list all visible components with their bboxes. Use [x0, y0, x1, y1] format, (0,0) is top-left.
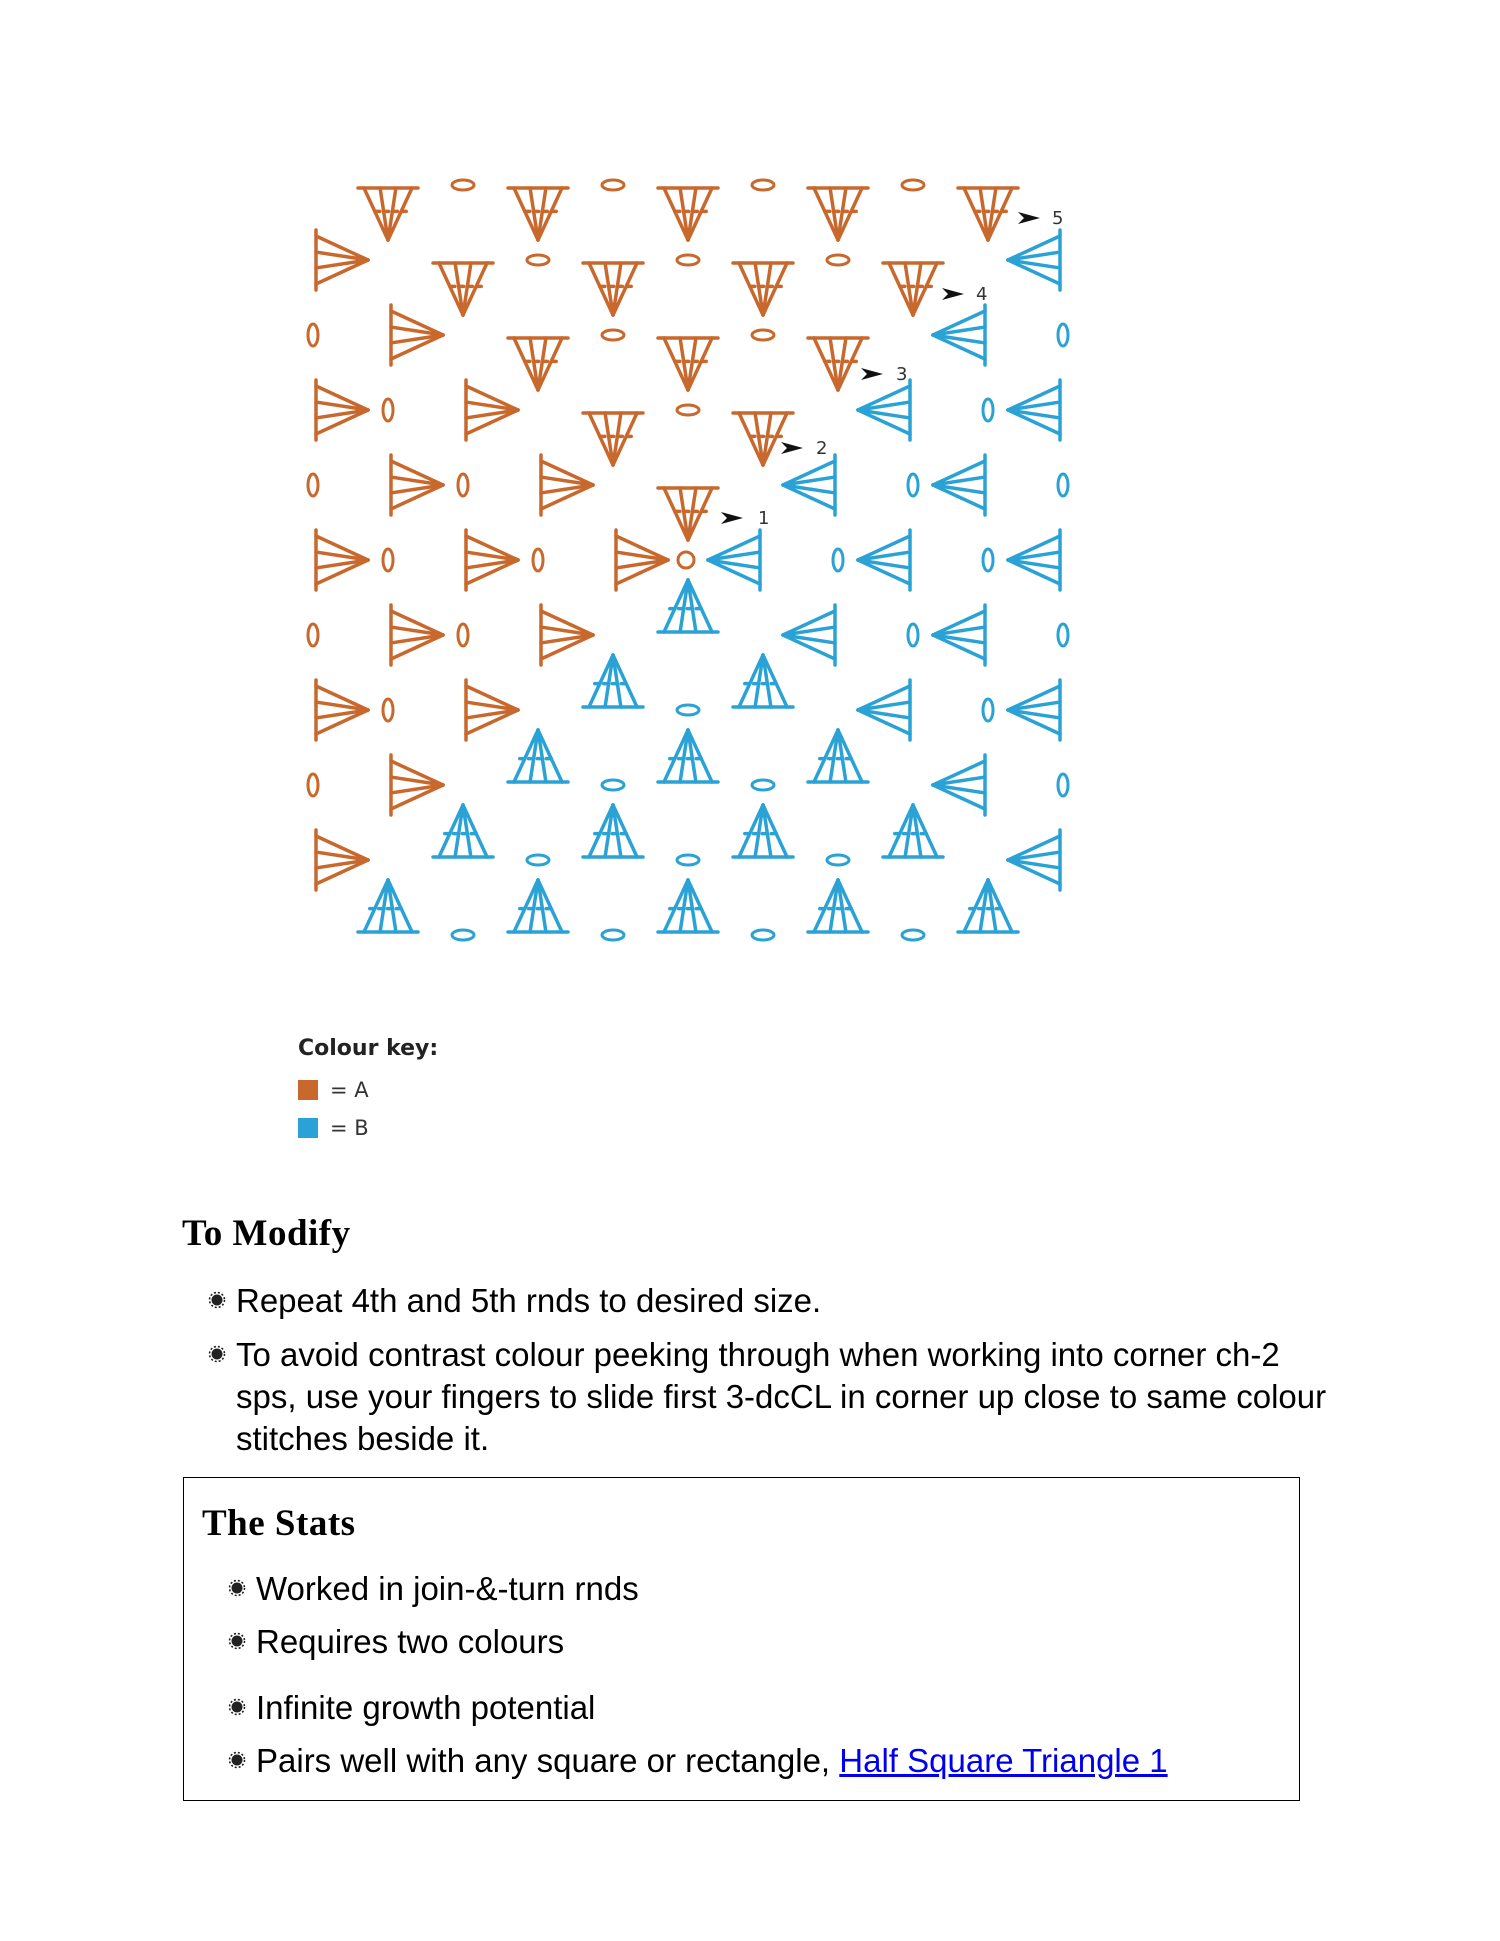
stitch-cluster [391, 455, 443, 515]
stitch-cluster [616, 530, 668, 590]
chain-stitch [533, 549, 543, 571]
chain-stitch [602, 780, 624, 790]
stitch-cluster [658, 730, 718, 782]
stitch-cluster [358, 188, 418, 240]
bullet-icon [228, 1632, 246, 1650]
stitch-cluster [583, 655, 643, 707]
chain-stitch [308, 774, 318, 796]
stitch-cluster [858, 680, 910, 740]
chain-stitch [527, 855, 549, 865]
stitch-cluster [933, 605, 985, 665]
bullet-icon [208, 1345, 226, 1363]
stitch-cluster [1008, 680, 1060, 740]
stitch-cluster [783, 605, 835, 665]
chain-stitch [383, 549, 393, 571]
colour-key-item-a [298, 1071, 438, 1109]
chain-stitch [677, 405, 699, 415]
list-item [228, 1687, 1288, 1729]
chain-stitch [827, 255, 849, 265]
colour-key-label-b: = B [330, 1116, 369, 1140]
stitch-cluster [733, 413, 793, 465]
list-item-text: To avoid contrast colour peeking through when working into corner ch-2 sps, use your fingers to slide first 3-dcCL in corner up close to same colour stitches beside it. [236, 1336, 1327, 1457]
chain-stitch [902, 180, 924, 190]
list-item-text: Pairs well with any square or rectangle, [256, 1742, 840, 1779]
centre-ring [678, 552, 694, 568]
stitch-cluster [433, 263, 493, 315]
stitch-cluster [583, 263, 643, 315]
chain-stitch [677, 855, 699, 865]
stitch-cluster [733, 263, 793, 315]
colour-key-label-a: = A [330, 1078, 369, 1102]
chain-stitch [833, 549, 843, 571]
colour-key [298, 1036, 438, 1147]
chain-stitch [527, 255, 549, 265]
stats-box [183, 1477, 1300, 1801]
stitch-cluster [958, 880, 1018, 932]
round-marker-3: 3 [896, 364, 908, 385]
round-marker-5: 5 [1052, 208, 1064, 229]
stitch-cluster [1008, 830, 1060, 890]
stitch-cluster [358, 880, 418, 932]
chain-stitch [383, 399, 393, 421]
chain-stitch [602, 180, 624, 190]
chain-stitch [308, 474, 318, 496]
round-arrow-icon [942, 288, 964, 300]
stitch-cluster [808, 730, 868, 782]
stitch-cluster [958, 188, 1018, 240]
list-item-text: Worked in join-&-turn rnds [256, 1570, 639, 1607]
to-modify-list [208, 1280, 1328, 1472]
stitch-cluster [883, 805, 943, 857]
round-arrow-icon [781, 442, 803, 454]
chain-stitch [902, 930, 924, 940]
bullet-icon [228, 1751, 246, 1769]
stitch-cluster [508, 730, 568, 782]
stitch-cluster [508, 338, 568, 390]
stitch-cluster [541, 455, 593, 515]
stitch-cluster [808, 188, 868, 240]
stitch-cluster [883, 263, 943, 315]
stitch-cluster [733, 655, 793, 707]
stitch-cluster [658, 488, 718, 540]
chain-stitch [827, 855, 849, 865]
colour-key-item-b [298, 1109, 438, 1147]
chain-stitch [458, 474, 468, 496]
chain-stitch [752, 330, 774, 340]
list-item [208, 1334, 1328, 1460]
chain-stitch [677, 705, 699, 715]
list-item-text: Infinite growth potential [256, 1689, 596, 1726]
list-item [228, 1621, 1288, 1663]
stitch-cluster [783, 455, 835, 515]
list-item-text: Repeat 4th and 5th rnds to desired size. [236, 1282, 822, 1319]
the-stats-heading: The Stats [202, 1503, 356, 1544]
stitch-cluster [508, 188, 568, 240]
stitch-cluster [733, 805, 793, 857]
chain-stitch [308, 624, 318, 646]
stitch-cluster [933, 755, 985, 815]
round-marker-2: 2 [816, 438, 828, 459]
stitch-cluster [466, 380, 518, 440]
stitch-cluster [316, 380, 368, 440]
chain-stitch [452, 930, 474, 940]
stitch-cluster [1008, 380, 1060, 440]
stitch-cluster [433, 805, 493, 857]
chain-stitch [458, 624, 468, 646]
stitch-cluster [391, 305, 443, 365]
chain-stitch [752, 780, 774, 790]
chain-stitch [1058, 474, 1068, 496]
colour-key-title: Colour key: [298, 1036, 439, 1061]
chain-stitch [1058, 324, 1068, 346]
stitch-cluster [391, 755, 443, 815]
round-marker-4: 4 [976, 284, 988, 305]
stitch-cluster [1008, 530, 1060, 590]
stitch-cluster [933, 455, 985, 515]
round-arrow-icon [861, 368, 883, 380]
round-arrow-icon [721, 512, 743, 524]
stitch-cluster [858, 380, 910, 440]
stitch-cluster [316, 830, 368, 890]
to-modify-heading: To Modify [182, 1213, 351, 1254]
stitch-cluster [933, 305, 985, 365]
crochet-chart [288, 160, 1088, 970]
stitch-cluster [541, 605, 593, 665]
bullet-icon [228, 1579, 246, 1597]
stitch-cluster [658, 338, 718, 390]
stitch-cluster [1008, 230, 1060, 290]
chain-stitch [602, 930, 624, 940]
swatch-a [298, 1080, 318, 1100]
list-item [228, 1740, 1288, 1782]
chain-stitch [908, 474, 918, 496]
list-item-text: Requires two colours [256, 1623, 565, 1660]
stitch-cluster [708, 530, 760, 590]
chain-stitch [1058, 624, 1068, 646]
stitch-cluster [808, 880, 868, 932]
stitch-cluster [316, 530, 368, 590]
bullet-icon [208, 1291, 226, 1309]
chain-stitch [908, 624, 918, 646]
stitch-cluster [583, 413, 643, 465]
list-item [208, 1280, 1328, 1322]
chain-stitch [983, 399, 993, 421]
chain-stitch [383, 699, 393, 721]
chain-stitch [983, 549, 993, 571]
round-arrow-icon [1018, 212, 1040, 224]
chain-stitch [677, 255, 699, 265]
stitch-cluster [316, 230, 368, 290]
chain-stitch [983, 699, 993, 721]
swatch-b [298, 1118, 318, 1138]
round-marker-1: 1 [758, 508, 770, 529]
half-square-triangle-link[interactable]: Half Square Triangle 1 [839, 1742, 1168, 1779]
chain-stitch [752, 180, 774, 190]
chain-stitch [452, 180, 474, 190]
chain-stitch [308, 324, 318, 346]
stitch-cluster [658, 880, 718, 932]
chain-stitch [1058, 774, 1068, 796]
stitch-cluster [583, 805, 643, 857]
stitch-cluster [391, 605, 443, 665]
stitch-cluster [808, 338, 868, 390]
stitch-cluster [658, 188, 718, 240]
list-item [228, 1568, 1288, 1610]
bullet-icon [228, 1698, 246, 1716]
stats-list [228, 1568, 1288, 1793]
stitch-cluster [316, 680, 368, 740]
chain-stitch [602, 330, 624, 340]
stitch-cluster [508, 880, 568, 932]
stitch-cluster [466, 680, 518, 740]
chain-stitch [752, 930, 774, 940]
stitch-cluster [658, 580, 718, 632]
stitch-cluster [858, 530, 910, 590]
stitch-cluster [466, 530, 518, 590]
